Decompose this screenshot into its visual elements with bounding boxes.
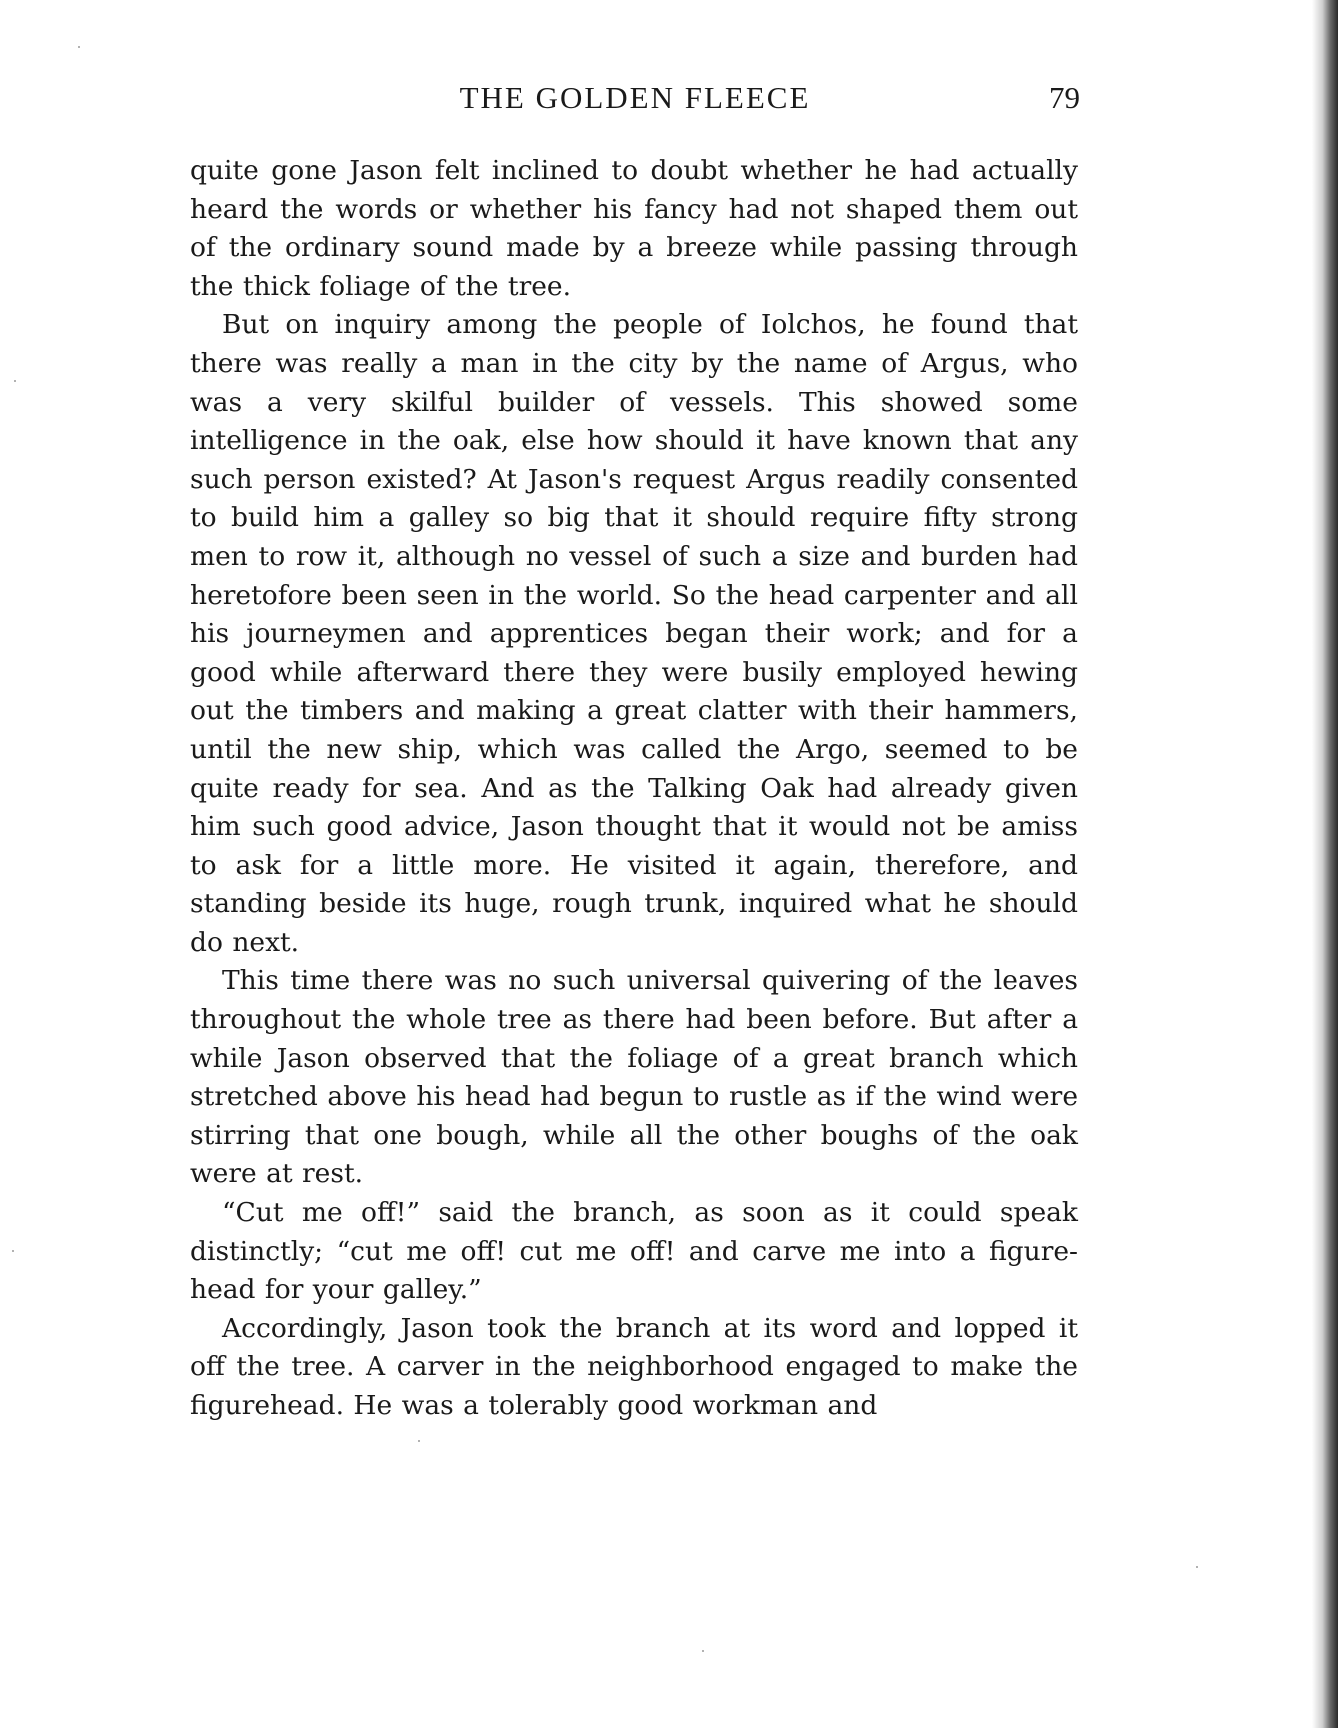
paragraph-figurehead: Accordingly, Jason took the branch at its word and lopped it off the tree. A carver in the neighborhood engaged to make the figurehead. He was a tolerably good workman and [190,1312,1078,1421]
body-text [190,152,1078,1426]
scan-speck [418,1440,420,1442]
running-head: THE GOLDEN FLEECE [459,80,811,115]
paragraph-continued: quite gone Jason felt inclined to doubt whether he had actually heard the words or whether his fancy had not shaped them out of the ordinary sound made by a breeze while passing through the thick foliage of the tree. [190,155,1078,302]
paragraph-argus: But on inquiry among the people of Iolchos, he found that there was really a man in the city by the name of Argus, who was a very skilful builder of vessels. This showed some intelligence in the oak, else how should it have known that any such person existed? At Jason's request Argus readily consented to build him a galley so big that it should require fifty strong men to row it, although no vessel of such a size and burden had heretofore been seen in the world. So the head carpenter and all his journeymen and apprentices began their work; and for a good while afterward there they were busily employed hewing out the timbers and making a great clatter with their hammers, until the new ship, which was called the Argo, seemed to be quite ready for sea. And as the Talking Oak had already given him such good advice, Jason thought that it would not be amiss to ask for a little more. He visited it again, therefore, and standing beside its huge, rough trunk, inquired what he should do next. [190,309,1078,958]
page-number: 79 [1049,80,1080,115]
scan-speck [14,380,16,382]
scan-speck [78,46,80,48]
scan-speck [12,1250,14,1252]
scan-edge-shadow [1312,0,1338,1728]
paragraph-branch-rustle: This time there was no such universal quivering of the leaves throughout the whole tree as there had been before. But after a while Jason observed that the foliage of a great branch which stretched above his head had begun to rustle as if the wind were stirring that one bough, while all the other boughs of the oak were at rest. [190,965,1078,1190]
scan-speck [702,1650,704,1652]
paragraph-cut-me-off: “Cut me off!” said the branch, as soon as it could speak distinctly; “cut me off! cut me off! and carve me into a figure-head for your galley.” [190,1197,1078,1306]
scan-speck [1196,1566,1198,1568]
page-header [190,80,1080,124]
